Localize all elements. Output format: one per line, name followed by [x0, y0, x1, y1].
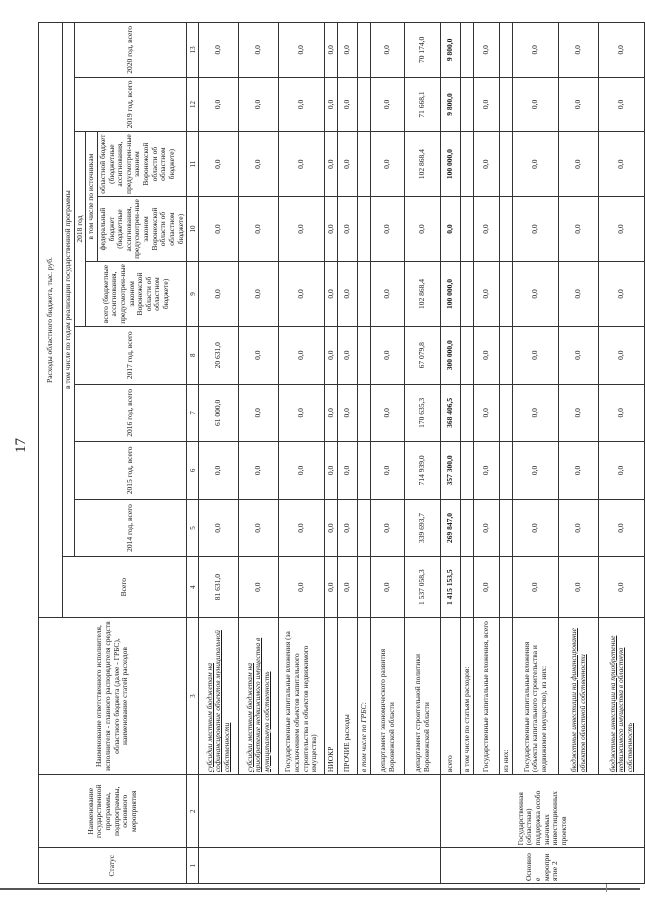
scan-edge-tick [606, 884, 607, 892]
value-cell [358, 262, 371, 327]
value-cell: 0,0 [371, 442, 405, 500]
value-cell [500, 132, 513, 197]
row-label: ПРОЧИЕ расходы [338, 618, 358, 775]
table-row [441, 23, 461, 884]
column-number: 8 [187, 326, 199, 384]
value-cell: 0,0 [599, 557, 645, 618]
value-cell: 0,0 [239, 132, 279, 197]
value-cell: 0,0 [239, 197, 279, 262]
value-cell: 714 939,0 [405, 442, 441, 500]
value-cell: 0,0 [599, 326, 645, 384]
value-cell: 0,0 [474, 77, 500, 131]
value-cell: 0,0 [325, 197, 338, 262]
header-program-name: Наименование государственной программы, подпрограммы, основного мероприятия [39, 775, 187, 848]
value-cell: 0,0 [559, 557, 599, 618]
value-cell: 0,0 [338, 557, 358, 618]
value-cell: 0,0 [338, 262, 358, 327]
value-cell: 0,0 [325, 23, 338, 78]
value-cell [500, 23, 513, 78]
value-cell: 0,0 [599, 442, 645, 500]
value-cell: 0,0 [599, 197, 645, 262]
rotated-table-container [38, 22, 634, 884]
value-cell: 0,0 [279, 197, 325, 262]
value-cell: 0,0 [371, 132, 405, 197]
value-cell: 0,0 [474, 384, 500, 442]
row-label: бюджетные инвестиции на приобретение недвижимого имущества в областную собственность [599, 618, 645, 775]
value-cell: 0,0 [441, 197, 461, 262]
value-cell: 0,0 [325, 442, 338, 500]
value-cell: 0,0 [599, 132, 645, 197]
row-label: бюджетные инвестиции на финансирование объектов областной собственности [559, 618, 599, 775]
value-cell [500, 499, 513, 557]
value-cell: 0,0 [371, 499, 405, 557]
value-cell [358, 197, 371, 262]
block2-rows [441, 23, 645, 884]
value-cell: 0,0 [474, 557, 500, 618]
value-cell [461, 442, 474, 500]
table-row [358, 23, 371, 884]
table-row [474, 23, 500, 884]
value-cell: 0,0 [279, 23, 325, 78]
row-label: субсидии местным бюджетам на софинансирование объектов муниципальной собственности [199, 618, 239, 775]
value-cell: 0,0 [474, 262, 500, 327]
status-cell: Основное мероприятие 2 [441, 848, 645, 884]
value-cell: 0,0 [371, 384, 405, 442]
value-cell: 0,0 [371, 557, 405, 618]
header-2018-sources: в том числе по источникам [86, 132, 98, 261]
value-cell: 0,0 [338, 499, 358, 557]
value-cell: 0,0 [279, 499, 325, 557]
value-cell: 81 631,0 [199, 557, 239, 618]
header-2020: 2020 год, всего [74, 23, 187, 78]
value-cell [461, 326, 474, 384]
column-number: 2 [187, 775, 199, 848]
header-2018-total: всего (бюджетные ассигнования, предусмотрен-ные законом Воронежской области об областном бюджете) [86, 262, 187, 327]
budget-table [38, 22, 645, 884]
value-cell: 102 868,4 [405, 132, 441, 197]
header-2019: 2019 год, всего [74, 77, 187, 131]
table-row [599, 23, 645, 884]
value-cell [461, 77, 474, 131]
value-cell: 0,0 [239, 23, 279, 78]
value-cell: 0,0 [599, 262, 645, 327]
value-cell [461, 499, 474, 557]
value-cell: 0,0 [599, 384, 645, 442]
value-cell: 0,0 [474, 442, 500, 500]
row-label: Государственные капитальные вложения, всего [474, 618, 500, 775]
value-cell: 100 000,0 [441, 262, 461, 327]
value-cell: 170 635,3 [405, 384, 441, 442]
value-cell [358, 23, 371, 78]
header-2018-regional: областной бюджет (бюджетные ассигнования, предусмотрен-ные законом Воронежской области об областном бюджете) [97, 134, 176, 194]
value-cell [461, 384, 474, 442]
value-cell: 0,0 [371, 77, 405, 131]
table-row [500, 23, 513, 884]
value-cell [461, 262, 474, 327]
column-number: 9 [187, 262, 199, 327]
value-cell: 0,0 [239, 326, 279, 384]
value-cell: 0,0 [199, 23, 239, 78]
page-body [38, 22, 634, 884]
value-cell: 0,0 [279, 384, 325, 442]
header-2016: 2016 год, всего [74, 384, 187, 442]
table-row [461, 23, 474, 884]
value-cell: 0,0 [599, 499, 645, 557]
value-cell: 0,0 [371, 197, 405, 262]
value-cell: 0,0 [239, 557, 279, 618]
value-cell: 339 693,7 [405, 499, 441, 557]
value-cell: 0,0 [279, 442, 325, 500]
table-row [199, 23, 239, 884]
value-cell: 0,0 [559, 499, 599, 557]
value-cell [358, 442, 371, 500]
value-cell: 9 800,0 [441, 23, 461, 78]
value-cell: 0,0 [239, 262, 279, 327]
value-cell: 0,0 [338, 77, 358, 131]
value-cell: 0,0 [513, 23, 559, 78]
value-cell: 0,0 [371, 23, 405, 78]
header-2015: 2015 год, всего [74, 442, 187, 500]
value-cell [461, 23, 474, 78]
value-cell [358, 557, 371, 618]
table-row [338, 23, 358, 884]
value-cell: 0,0 [338, 132, 358, 197]
value-cell: 0,0 [199, 132, 239, 197]
value-cell [461, 197, 474, 262]
row-label: департамент строительной политики Воронежской области [405, 618, 441, 775]
table-row [513, 23, 559, 884]
value-cell: 0,0 [513, 326, 559, 384]
row-label: Государственные капитальные вложения (за исключением объектов капитального строительства и объектов недвижимого имущества) [279, 618, 325, 775]
header-total: Всего [63, 557, 187, 618]
value-cell: 0,0 [559, 442, 599, 500]
value-cell [500, 262, 513, 327]
value-cell: 0,0 [559, 77, 599, 131]
column-number: 5 [187, 499, 199, 557]
value-cell: 0,0 [199, 499, 239, 557]
row-label: из них: [500, 618, 513, 775]
row-label: в том числе по ГРБС: [358, 618, 371, 775]
value-cell [500, 326, 513, 384]
value-cell: 0,0 [325, 132, 338, 197]
value-cell: 70 174,0 [405, 23, 441, 78]
value-cell: 0,0 [199, 262, 239, 327]
value-cell: 0,0 [474, 499, 500, 557]
value-cell: 0,0 [325, 557, 338, 618]
value-cell [358, 499, 371, 557]
value-cell: 0,0 [371, 262, 405, 327]
value-cell [358, 326, 371, 384]
value-cell: 0,0 [279, 326, 325, 384]
value-cell: 0,0 [599, 77, 645, 131]
value-cell: 0,0 [513, 384, 559, 442]
value-cell: 0,0 [474, 197, 500, 262]
row-label: всего [441, 618, 461, 775]
row-label: в том числе по статьям расходов: [461, 618, 474, 775]
value-cell [358, 77, 371, 131]
table-row [559, 23, 599, 884]
value-cell: 0,0 [325, 499, 338, 557]
value-cell [500, 442, 513, 500]
value-cell: 0,0 [405, 197, 441, 262]
value-cell: 0,0 [279, 77, 325, 131]
value-cell: 0,0 [279, 557, 325, 618]
value-cell: 0,0 [559, 23, 599, 78]
header-by-years: в том числе по годам реализации государственной программы [63, 23, 75, 557]
table-row [279, 23, 325, 884]
value-cell: 0,0 [513, 197, 559, 262]
value-cell: 357 300,0 [441, 442, 461, 500]
value-cell: 71 668,1 [405, 77, 441, 131]
value-cell: 0,0 [513, 132, 559, 197]
value-cell: 0,0 [559, 197, 599, 262]
row-label: НИОКР [325, 618, 338, 775]
header-2017: 2017 год, всего [74, 326, 187, 384]
value-cell: 0,0 [325, 262, 338, 327]
value-cell: 0,0 [559, 262, 599, 327]
value-cell: 67 079,8 [405, 326, 441, 384]
value-cell: 0,0 [513, 499, 559, 557]
value-cell: 0,0 [239, 77, 279, 131]
value-cell [500, 197, 513, 262]
value-cell: 0,0 [559, 326, 599, 384]
value-cell: 0,0 [559, 384, 599, 442]
scan-edge-line [0, 888, 640, 890]
value-cell: 61 000,0 [199, 384, 239, 442]
value-cell: 0,0 [325, 384, 338, 442]
value-cell: 0,0 [239, 499, 279, 557]
value-cell: 0,0 [279, 132, 325, 197]
column-number: 13 [187, 23, 199, 78]
value-cell: 0,0 [371, 326, 405, 384]
column-number: 7 [187, 384, 199, 442]
value-cell [500, 384, 513, 442]
header-2018: 2018 год [74, 132, 86, 327]
value-cell: 0,0 [599, 23, 645, 78]
value-cell: 0,0 [199, 197, 239, 262]
value-cell: 0,0 [513, 262, 559, 327]
value-cell: 0,0 [279, 262, 325, 327]
program-name-cell: Государственная (областная) поддержка особо значимых инвестиционных проектов [441, 775, 645, 848]
row-label: субсидии местным бюджетам на приобретение недвижимого имущества в муниципальную собственность [239, 618, 279, 775]
value-cell [358, 384, 371, 442]
page-number: 17 [13, 438, 29, 453]
value-cell: 0,0 [474, 132, 500, 197]
header-2018-federal: федеральный бюджет (бюджетные ассигнования, предусмотрен-ные законом Воронежской области об областном бюджете) [98, 196, 186, 261]
column-number: 4 [187, 557, 199, 618]
value-cell: 269 847,0 [441, 499, 461, 557]
table-row [325, 23, 338, 884]
value-cell [461, 132, 474, 197]
value-cell: 0,0 [513, 442, 559, 500]
column-number: 11 [187, 132, 199, 197]
value-cell: 0,0 [239, 442, 279, 500]
value-cell: 0,0 [338, 23, 358, 78]
table-row [371, 23, 405, 884]
header-2014: 2014 год, всего [74, 499, 187, 557]
value-cell: 0,0 [338, 197, 358, 262]
value-cell: 100 000,0 [441, 132, 461, 197]
header-expenses: Расходы областного бюджета, тыс. руб. [39, 23, 63, 618]
column-number: 10 [187, 197, 199, 262]
column-number: 6 [187, 442, 199, 500]
table-row [405, 23, 441, 884]
value-cell: 102 868,4 [405, 262, 441, 327]
value-cell: 0,0 [199, 442, 239, 500]
status-cell-empty [199, 848, 441, 884]
value-cell: 0,0 [239, 384, 279, 442]
value-cell: 0,0 [338, 326, 358, 384]
value-cell: 0,0 [513, 77, 559, 131]
value-cell: 0,0 [474, 23, 500, 78]
block1-rows [199, 23, 441, 884]
value-cell: 20 631,0 [199, 326, 239, 384]
value-cell: 0,0 [338, 442, 358, 500]
value-cell: 9 800,0 [441, 77, 461, 131]
table-row [239, 23, 279, 884]
value-cell: 0,0 [474, 326, 500, 384]
value-cell: 0,0 [325, 77, 338, 131]
column-number: 3 [187, 618, 199, 775]
column-number: 12 [187, 77, 199, 131]
row-label: департамент экономического развития Воронежской области [371, 618, 405, 775]
value-cell [358, 132, 371, 197]
value-cell: 0,0 [559, 132, 599, 197]
program-cell-empty [199, 775, 441, 848]
value-cell [500, 77, 513, 131]
header-status: Статус [39, 848, 187, 884]
value-cell: 1 537 058,3 [405, 557, 441, 618]
row-label: Государственные капитальные вложения (объекты капитального строительства и недвижимое имущество), из них: [513, 618, 559, 775]
value-cell: 0,0 [513, 557, 559, 618]
value-cell: 0,0 [325, 326, 338, 384]
value-cell [500, 557, 513, 618]
value-cell [461, 557, 474, 618]
column-number: 1 [187, 848, 199, 884]
value-cell: 300 000,0 [441, 326, 461, 384]
header-executor: Наименование ответственного исполнителя, исполнителя - главного распорядителя средств областного бюджета (далее - ГРБС), наименование статей расходов [39, 618, 187, 775]
value-cell: 368 406,5 [441, 384, 461, 442]
header-2018-sources-cell [86, 132, 187, 262]
value-cell: 0,0 [338, 384, 358, 442]
value-cell: 0,0 [199, 77, 239, 131]
value-cell: 1 415 153,5 [441, 557, 461, 618]
